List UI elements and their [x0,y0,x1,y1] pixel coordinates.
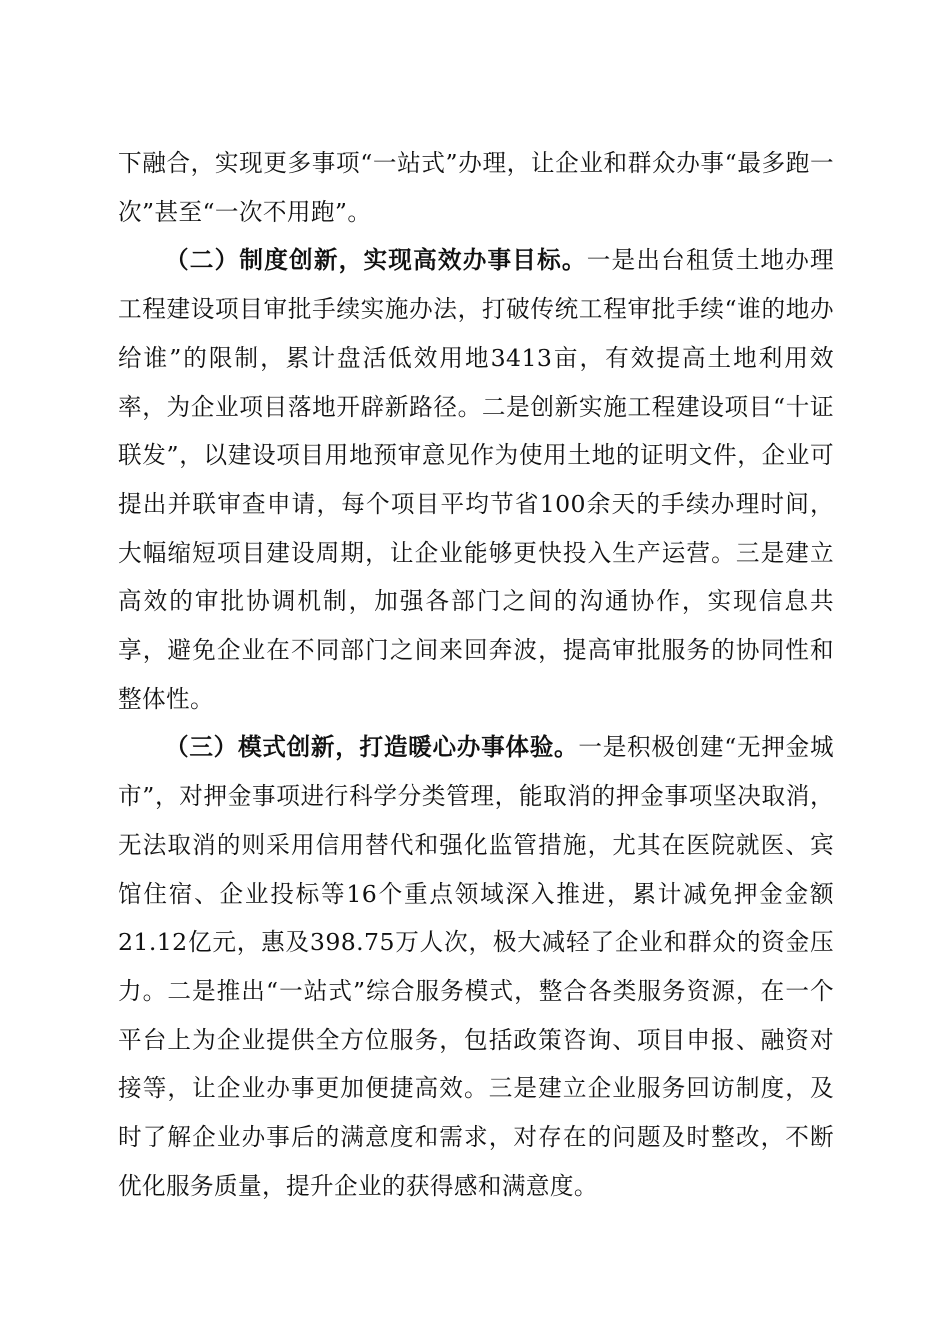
paragraph-continuation: 下融合，实现更多事项“一站式”办理，让企业和群众办事“最多跑一次”甚至“一次不用跑”。 [118,149,834,226]
paragraph-section-3 [118,723,834,1210]
section-2-heading: （二）制度创新，实现高效办事目标。 [165,246,587,275]
section-3-body: 一是积极创建“无押金城市”，对押金事项进行科学分类管理，能取消的押金事项坚决取消，无法取消的则采用信用替代和强化监管措施，尤其在医院就医、宾馆住宿、企业投标等16个重点领域深入推进，累计减免押金金额21.12亿元，惠及398.75万人次，极大减轻了企业和群众的资金压力。二是推出“一站式”综合服务模式，整合各类服务资源，在一个平台上为企业提供全方位服务，包括政策咨询、项目申报、融资对接等，让企业办事更加便捷高效。三是建立企业服务回访制度，及时了解企业办事后的满意度和需求，对存在的问题及时整改，不断优化服务质量，提升企业的获得感和满意度。 [118,733,834,1200]
section-2-body: 一是出台租赁土地办理工程建设项目审批手续实施办法，打破传统工程审批手续“谁的地办给谁”的限制，累计盘活低效用地3413亩，有效提高土地利用效率，为企业项目落地开辟新路径。二是创新实施工程建设项目“十证联发”，以建设项目用地预审意见作为使用土地的证明文件，企业可提出并联审查申请，每个项目平均节省100余天的手续办理时间，大幅缩短项目建设周期，让企业能够更快投入生产运营。三是建立高效的审批协调机制，加强各部门之间的沟通协作，实现信息共享，避免企业在不同部门之间来回奔波，提高审批服务的协同性和整体性。 [118,246,834,713]
section-3-heading: （三）模式创新，打造暖心办事体验。 [165,733,579,762]
document-body [118,139,834,1210]
paragraph-section-2 [118,236,834,723]
